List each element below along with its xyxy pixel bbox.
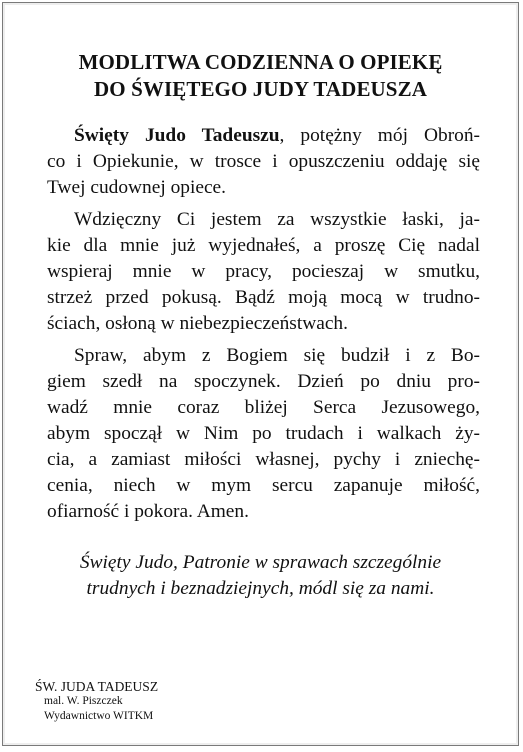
saint-invocation-bold: Święty Judo Tadeuszu [74,125,280,146]
publisher-footer [35,679,158,724]
prayer-body [47,123,480,525]
title-line-2: DO ŚWIĘTEGO JUDY TADEUSZA [94,77,427,101]
saint-name: ŚW. JUDA TADEUSZ [35,679,159,694]
paragraph-1-line-1: Święty Judo Tadeuszu, potężny mój Obroń- [74,125,480,146]
paragraph-3-line-2: giem szedł na spoczynek. Dzień po dniu pro- [47,371,480,392]
paragraph-2-line-4: strzeż przed pokusą. Bądź moją mocą w trudno- [47,287,480,308]
paragraph-3-line-1: Spraw, abym z Bogiem się budził i z Bo- [74,345,480,366]
prayer-title [3,49,518,103]
invocation-line-1: Święty Judo, Patronie w sprawach szczególnie [79,552,442,573]
paragraph-2-line-5: ściach, osłoną w niebezpieczeństwach. [47,313,348,334]
paragraph-3-line-4: abym spoczął w Nim po trudach i walkach ży- [47,423,480,444]
paragraph-2-line-3: wspieraj mnie w pracy, pocieszaj w smutku, [47,261,480,282]
paragraph-3-line-7: ofiarność i pokora. Amen. [47,501,249,522]
paragraph-2-line-2: kie dla mnie już wyjednałeś, a proszę Cię nadal [47,235,480,256]
paragraph-3-line-3: wadź mnie coraz bliżej Serca Jezusowego, [47,397,480,418]
paragraph-3-line-5: cia, a zamiast miłości własnej, pychy i zniechę- [47,449,480,470]
invocation-line-2: trudnych i beznadziejnych, módl się za nami. [86,578,435,599]
title-line-1: MODLITWA CODZIENNA O OPIEKĘ [78,50,443,74]
paragraph-1-line-2: co i Opiekunie, w trosce i opuszczeniu oddaję się [47,151,480,172]
paragraph-3-line-6: cenia, niech w mym sercu zapanuje miłość, [47,475,480,496]
paragraph-2-line-1: Wdzięczny Ci jestem za wszystkie łaski, ja- [74,209,480,230]
prayer-card [2,2,519,746]
paragraph-1-line-3: Twej cudownej opiece. [47,177,227,198]
closing-invocation [33,550,488,602]
painter-credit: mal. W. Piszczek [44,695,123,707]
publisher-credit: Wydawnictwo WITKM [44,710,154,722]
